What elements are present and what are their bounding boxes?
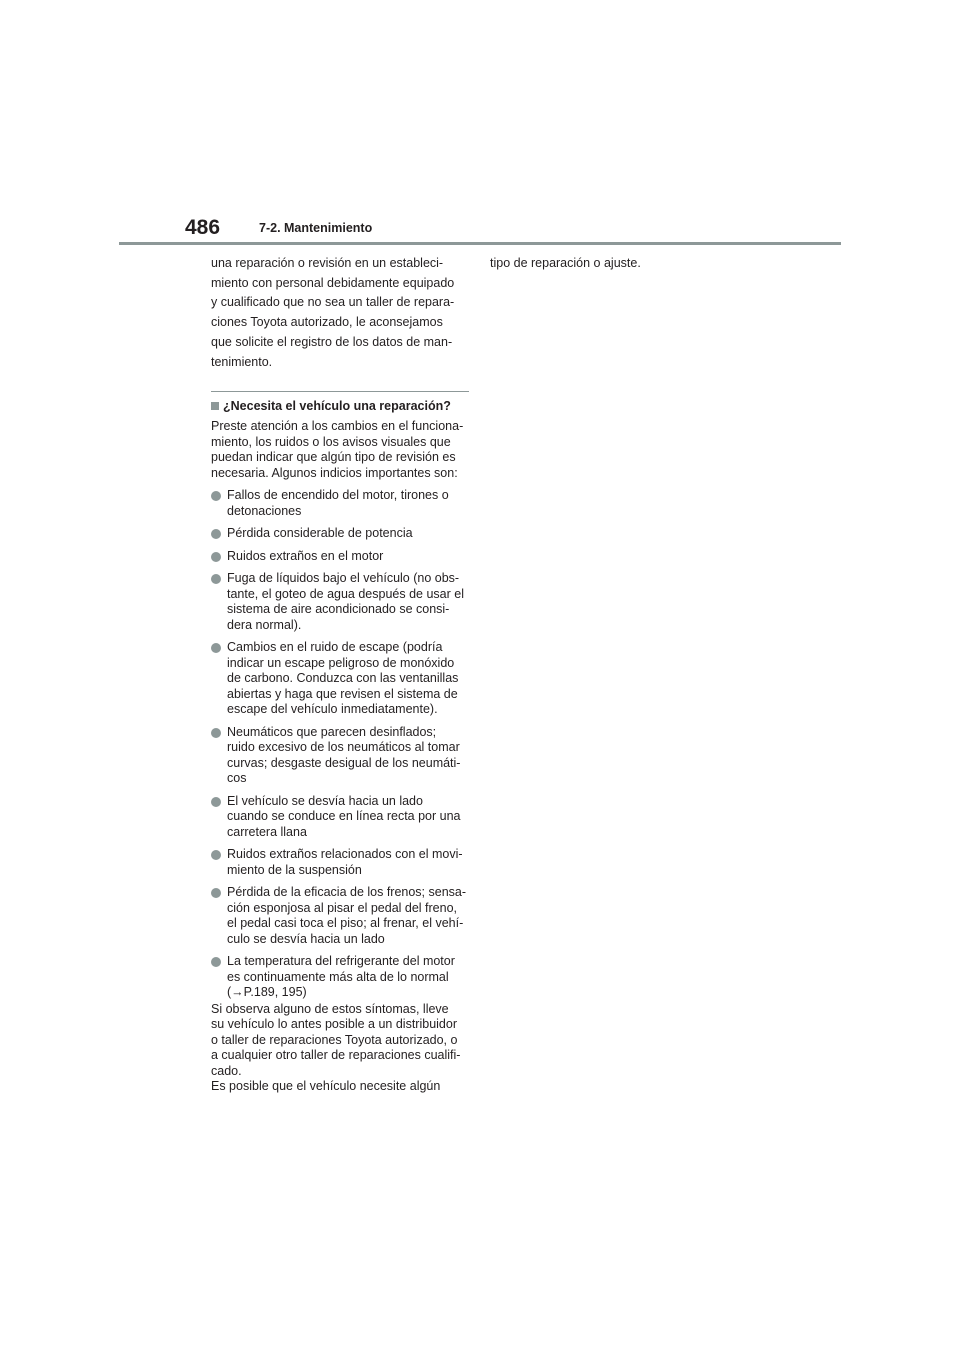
- intro-line: tenimiento.: [211, 354, 273, 369]
- list-item-line: ruido excesivo de los neumáticos al tomar: [227, 740, 460, 755]
- lead-line: Preste atención a los cambios en el funciona-: [211, 419, 464, 434]
- list-item-line: cos: [227, 771, 247, 786]
- list-item-line: curvas; desgaste desigual de los neumáti-: [227, 755, 461, 770]
- intro-line: y cualificado que no sea un taller de repara-: [211, 295, 455, 310]
- page-reference: (→P.189, 195): [227, 985, 307, 1000]
- list-item-line: miento de la suspensión: [227, 862, 362, 877]
- closing-line: Si observa alguno de estos síntomas, lleve: [211, 1001, 449, 1016]
- subsection-rule: [211, 391, 469, 392]
- subsection-heading-text: ¿Necesita el vehículo una reparación?: [223, 399, 451, 414]
- list-item-line: detonaciones: [227, 503, 302, 518]
- lead-line: necesaria. Algunos indicios importantes son:: [211, 465, 458, 480]
- list-item-line: tante, el goteo de agua después de usar el: [227, 586, 464, 601]
- right-column: [490, 254, 752, 274]
- lead-paragraph: [211, 419, 473, 481]
- intro-paragraph: [211, 254, 473, 372]
- intro-line: miento con personal debidamente equipado: [211, 275, 455, 290]
- circle-bullet-icon: [211, 529, 221, 539]
- circle-bullet-icon: [211, 957, 221, 967]
- circle-bullet-icon: [211, 797, 221, 807]
- circle-bullet-icon: [211, 888, 221, 898]
- page-number: 486: [185, 216, 221, 239]
- list-item: [211, 794, 473, 841]
- list-item-line: de carbono. Conduzca con las ventanillas: [227, 671, 459, 686]
- closing-line: cado.: [211, 1063, 242, 1078]
- subsection-heading: [211, 398, 473, 414]
- list-item-line: abiertas y haga que revisen el sistema de: [227, 686, 458, 701]
- list-item-line: La temperatura del refrigerante del motor: [227, 954, 455, 969]
- list-item-line: Ruidos extraños relacionados con el movi-: [227, 847, 463, 862]
- list-item-line: cuando se conduce en línea recta por una: [227, 809, 461, 824]
- circle-bullet-icon: [211, 643, 221, 653]
- list-item: [211, 488, 473, 519]
- list-item-line: culo se desvía hacia un lado: [227, 931, 385, 946]
- list-item: [211, 549, 473, 565]
- list-item-line: Cambios en el ruido de escape (podría: [227, 640, 443, 655]
- list-item: [211, 640, 473, 718]
- list-item: [211, 885, 473, 947]
- list-item: [211, 954, 473, 1001]
- lead-line: puedan indicar que algún tipo de revisión es: [211, 450, 456, 465]
- list-item-line: Pérdida considerable de potencia: [227, 526, 413, 541]
- circle-bullet-icon: [211, 850, 221, 860]
- closing-line: a cualquier otro taller de reparaciones cualifi-: [211, 1048, 461, 1063]
- list-item-line: Ruidos extraños en el motor: [227, 548, 384, 563]
- list-item: [211, 725, 473, 787]
- list-item-line: el pedal casi toca el piso; al frenar, el vehí-: [227, 916, 464, 931]
- intro-line: ciones Toyota autorizado, le aconsejamos: [211, 315, 443, 330]
- list-item-line: sistema de aire acondicionado se consi-: [227, 602, 450, 617]
- continuation-text: tipo de reparación o ajuste.: [490, 256, 641, 270]
- list-item-line: dera normal).: [227, 617, 302, 632]
- closing-line: su vehículo lo antes posible a un distribuidor: [211, 1017, 457, 1032]
- closing-line: Es posible que el vehículo necesite algún: [211, 1079, 441, 1094]
- circle-bullet-icon: [211, 552, 221, 562]
- intro-line: una reparación o revisión en un estableci-: [211, 256, 444, 270]
- list-item-line: Fallos de encendido del motor, tirones o: [227, 488, 449, 503]
- closing-line: o taller de reparaciones Toyota autorizado, o: [211, 1032, 458, 1047]
- section-title: 7-2. Mantenimiento: [259, 221, 373, 235]
- left-column: [211, 254, 473, 1095]
- list-item-line: es continuamente más alta de lo normal: [227, 969, 449, 984]
- list-item-line: Pérdida de la eficacia de los frenos; sensa-: [227, 885, 467, 900]
- list-item: [211, 847, 473, 878]
- square-bullet-icon: [211, 402, 219, 410]
- closing-paragraph: [211, 1002, 473, 1095]
- list-item-line: ción esponjosa al pisar el pedal del freno,: [227, 900, 458, 915]
- list-item-line: El vehículo se desvía hacia un lado: [227, 793, 423, 808]
- list-item-line: Fuga de líquidos bajo el vehículo (no obs-: [227, 571, 460, 586]
- list-item-line: carretera llana: [227, 824, 307, 839]
- circle-bullet-icon: [211, 574, 221, 584]
- list-item-line: Neumáticos que parecen desinflados;: [227, 724, 437, 739]
- header-rule: [119, 242, 841, 245]
- circle-bullet-icon: [211, 491, 221, 501]
- list-item: [211, 526, 473, 542]
- list-item-line: escape del vehículo inmediatamente).: [227, 702, 438, 717]
- circle-bullet-icon: [211, 728, 221, 738]
- list-item: [211, 571, 473, 633]
- bullet-list: [211, 488, 473, 1001]
- list-item-line: indicar un escape peligroso de monóxido: [227, 655, 455, 670]
- intro-line: que solicite el registro de los datos de man-: [211, 334, 453, 349]
- lead-line: miento, los ruidos o los avisos visuales que: [211, 434, 451, 449]
